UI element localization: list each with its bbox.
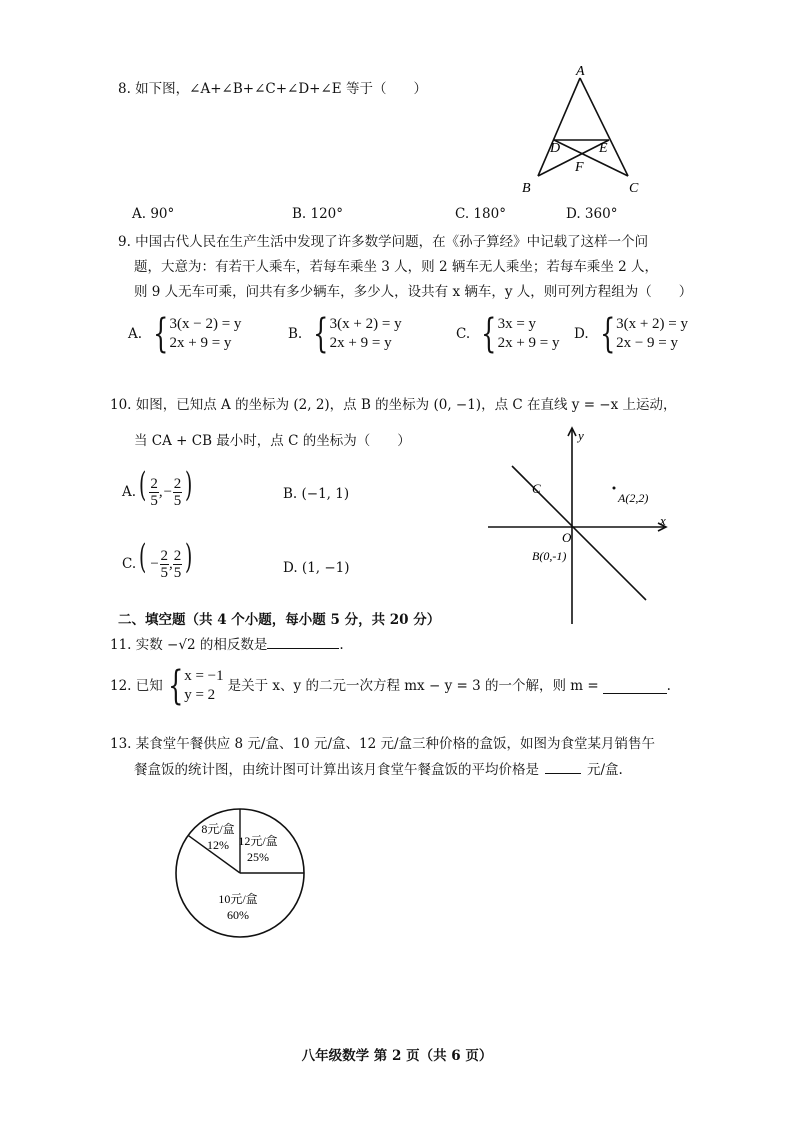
q9-line-3: 则 9 人无车可乘，问共有多少辆车，多少人，设共有 x 辆车，y 人，则可列方程组为（ ）	[134, 284, 693, 300]
q10-option-b: B. (−1, 1)	[283, 486, 350, 502]
q10-option-a: A.( $\frac{2}{5}$ ,− $\frac{2}{5}$ )	[122, 465, 193, 509]
q9-a-eq2: 2x + 9 = y	[169, 335, 232, 351]
q10-option-c: C.( − $\frac{2}{5}$ , $\frac{2}{5}$ )	[122, 537, 193, 581]
label-f: F	[575, 160, 584, 175]
fraction: $\frac{2}{5}$	[150, 476, 158, 509]
page-footer: 八年级数学 第 2 页（共 6 页）	[301, 1048, 493, 1064]
q9-d-eq2: 2x − 9 = y	[616, 335, 679, 351]
fraction: $\frac{2}{5}$	[160, 548, 169, 581]
q13-line-1: 13. 某食堂午餐供应 8 元/盒、10 元/盒、12 元/盒三种价格的盒饭，如图为食堂某月销售午	[110, 736, 656, 752]
point-b-label: B(0,-1)	[532, 549, 567, 563]
q9-c-eq2: 2x + 9 = y	[497, 335, 560, 351]
brace: {	[167, 663, 184, 709]
x-axis-label: x	[660, 513, 666, 528]
q8-option-a: A. 90°	[132, 206, 175, 222]
answer-blank[interactable]	[267, 634, 339, 649]
y-axis-label: y	[578, 428, 584, 443]
q12: 12. 已知 { x = −1 y = 2 是关于 x、y 的二元一次方程 mx − y = 3 的一个解，则 m = .	[110, 663, 671, 709]
q13-line-2: 餐盒饭的统计图，由统计图可计算出该月食堂午餐盒饭的平均价格是 元/盒.	[134, 759, 623, 781]
q9-line-1: 9. 中国古代人民在生产生活中发现了许多数学问题，在《孙子算经》中记载了这样一个问	[118, 234, 649, 250]
q9-option-d: D. { 3(x + 2) = y 2x − 9 = y	[574, 311, 689, 357]
pie-slice-percent: 25%	[247, 850, 269, 864]
q10-line-2: 当 CA + CB 最小时，点 C 的坐标为（ ）	[134, 433, 411, 449]
q8-triangle-figure	[510, 60, 650, 200]
q9-d-eq1: 3(x + 2) = y	[616, 316, 689, 332]
origin-label: O	[562, 530, 572, 545]
label-a: A	[576, 64, 585, 79]
q9-c-eq1: 3x = y	[497, 316, 537, 332]
brace: {	[313, 311, 329, 357]
label-b: B	[522, 181, 531, 196]
q8-stem: 8. 如下图，∠A+∠B+∠C+∠D+∠E 等于（ ）	[118, 81, 427, 97]
pie-chart	[170, 803, 310, 943]
brace: {	[153, 311, 169, 357]
brace: {	[599, 311, 616, 357]
q9-b-eq2: 2x + 9 = y	[329, 335, 392, 351]
q9-b-eq1: 3(x + 2) = y	[329, 316, 402, 332]
answer-blank[interactable]	[545, 759, 581, 774]
fraction: $\frac{2}{5}$	[173, 476, 182, 509]
q8-option-c: C. 180°	[455, 206, 506, 222]
q9-option-a: A. { 3(x − 2) = y 2x + 9 = y	[128, 311, 242, 357]
q8-option-b: B. 120°	[292, 206, 344, 222]
q9-a-eq1: 3(x − 2) = y	[169, 316, 242, 332]
q10-line-1: 10. 如图，已知点 A 的坐标为 (2, 2)，点 B 的坐标为 (0, −1)，点 C 在直线 y = −x 上运动，	[110, 397, 677, 413]
pie-slice-percent: 12%	[207, 838, 229, 852]
point-a	[613, 487, 616, 490]
q9-option-b: B. { 3(x + 2) = y 2x + 9 = y	[288, 311, 402, 357]
pie-slice-percent: 60%	[227, 908, 249, 922]
pie-slice-label: 10元/盒	[218, 892, 258, 906]
q9-line-2: 题，大意为：有若干人乘车，若每车乘坐 3 人，则 2 辆车无人乘坐；若每车乘坐 2 人，	[134, 259, 659, 275]
fraction: $\frac{2}{5}$	[173, 548, 182, 581]
label-d: D	[550, 141, 561, 156]
label-e: E	[599, 141, 608, 156]
point-c-label: C	[532, 481, 541, 496]
q9-option-c: C. { 3x = y 2x + 9 = y	[456, 311, 560, 357]
q8-option-d: D. 360°	[566, 206, 618, 222]
brace: {	[481, 311, 497, 357]
pie-slice-label: 8元/盒	[201, 822, 235, 836]
label-c: C	[629, 181, 639, 196]
answer-blank[interactable]	[603, 679, 667, 694]
pie-slice-label: 12元/盒	[238, 834, 278, 848]
q10-coordinate-figure	[480, 422, 680, 628]
point-a-label: A(2,2)	[618, 491, 649, 505]
q10-option-d: D. (1, −1)	[283, 560, 350, 576]
section-2-heading: 二、填空题（共 4 个小题，每小题 5 分，共 20 分）	[118, 612, 441, 628]
q11: 11. 实数 −√2 的相反数是 .	[110, 634, 344, 656]
